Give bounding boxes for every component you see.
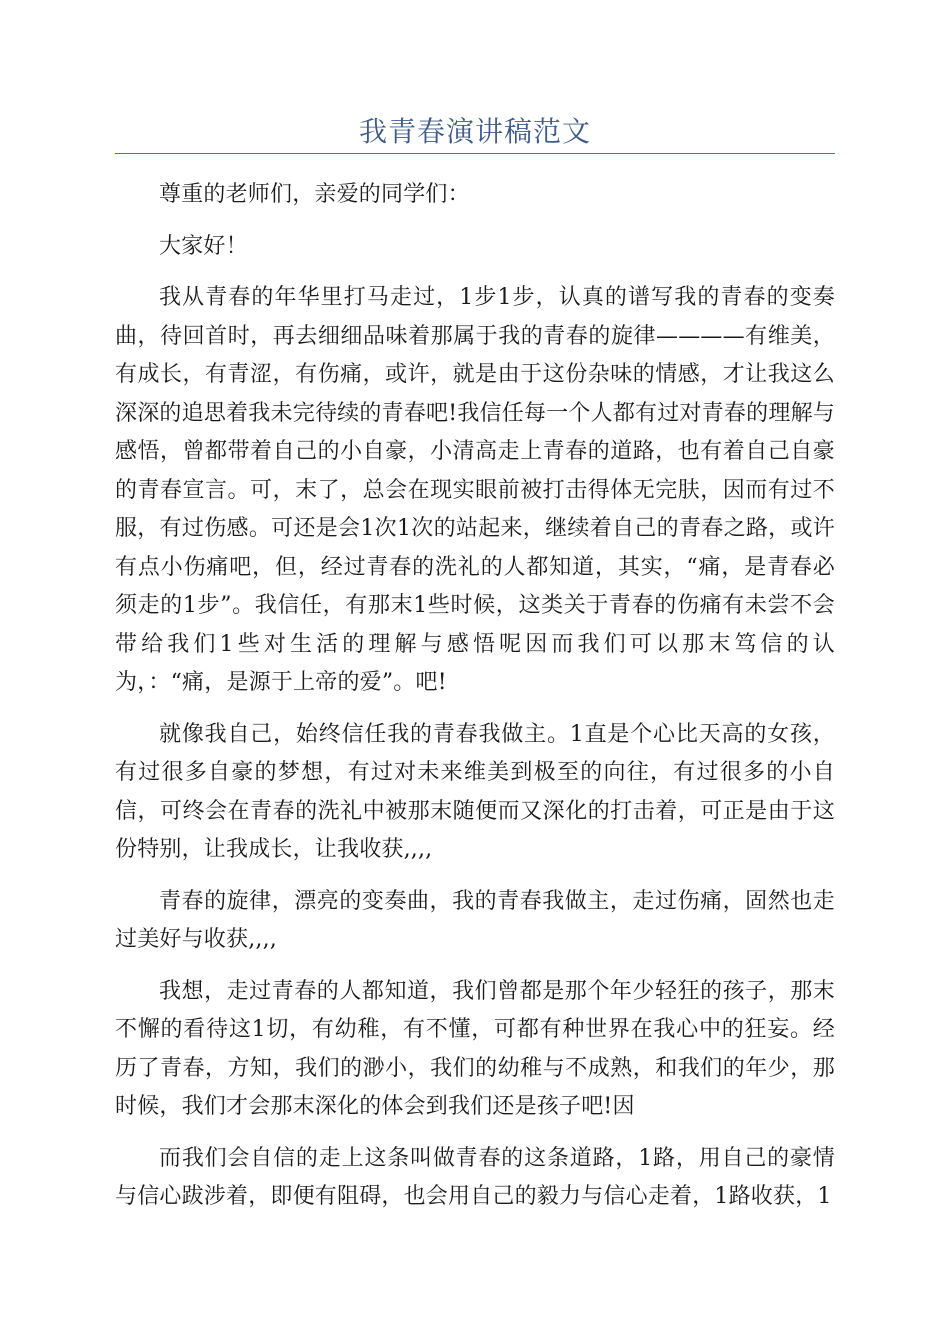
body-paragraph: 而我们会自信的走上这条叫做青春的这条道路，1路，用自己的豪情与信心跋涉着，即便有阻碍，也会用自己的毅力与信心走着，1路收获，1 (115, 1145, 835, 1209)
body-paragraph: 我想，走过青春的人都知道，我们曾都是那个年少轻狂的孩子，那末不懈的看待这1切，有幼稚，有不懂，可都有种世界在我心中的狂妄。经历了青春，方知，我们的渺小，我们的幼稚与不成熟，和我们的年少，那时候，我们才会那末深化的体会到我们还是孩子吧!因 (115, 978, 835, 1119)
body-paragraph: 就像我自己，始终信任我的青春我做主。1直是个心比天高的女孩，有过很多自豪的梦想，有过对未来维美到极至的向往，有过很多的小自信，可终会在青春的洗礼中被那末随便而又深化的打击着，可正是由于这份特别，让我成长，让我收获,,,, (115, 721, 835, 862)
document-body (115, 176, 835, 1230)
body-paragraph: 我从青春的年华里打马走过，1步1步，认真的谱写我的青春的变奏曲，待回首时，再去细细品味着那属于我的青春的旋律————有维美，有成长，有青涩，有伤痛，或许，就是由于这份杂味的情感，才让我这么深深的追思着我未完待续的青春吧!我信任每一个人都有过对青春的理解与感悟，曾都带着自己的小自豪，小清高走上青春的道路，也有着自己自豪的青春宣言。可，末了，总会在现实眼前被打击得体无完肤，因而有过不服，有过伤感。可还是会1次1次的站起来，继续着自己的青春之路，或许有点小伤痛吧，但，经过青春的洗礼的人都知道，其实，“痛，是青春必须走的1步”。我信任，有那末1些时候，这类关于青春的伤痛有未尝不会带给我们1些对生活的理解与感悟呢因而我们可以那末笃信的认为，：“痛，是源于上帝的爱”。吧! (115, 285, 835, 695)
title-underline (115, 153, 835, 154)
greeting-paragraph: 尊重的老师们，亲爱的同学们： (159, 182, 470, 207)
salutation-paragraph: 大家好！ (159, 233, 248, 259)
document-title: 我青春演讲稿范文 (358, 115, 591, 148)
body-paragraph: 青春的旋律，漂亮的变奏曲，我的青春我做主，走过伤痛，固然也走过美好与收获,,,, (115, 888, 835, 952)
